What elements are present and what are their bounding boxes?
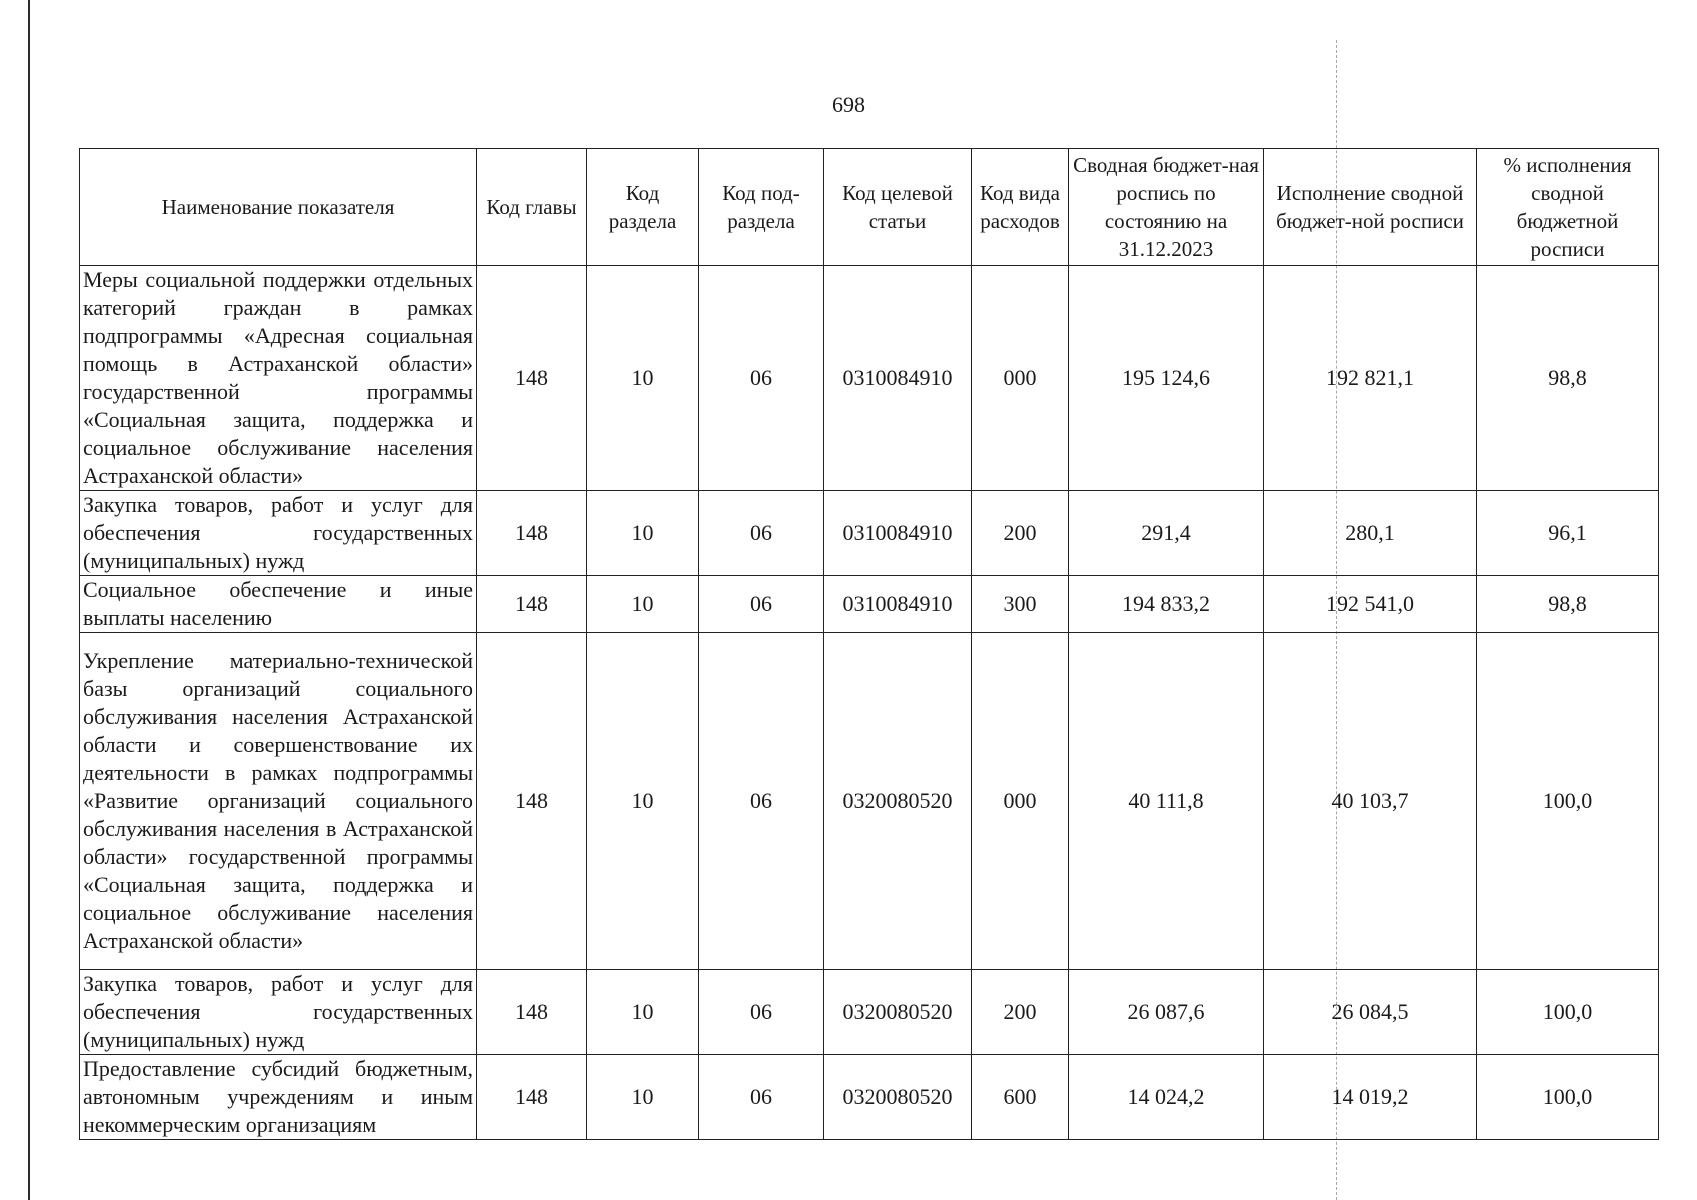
section-code-cell: 10 xyxy=(587,633,699,970)
header-section-code: Код раздела xyxy=(587,149,699,266)
section-code-cell: 10 xyxy=(587,266,699,491)
header-execution-percent: % исполнения сводной бюджетной росписи xyxy=(1477,149,1659,266)
indicator-name-cell: Закупка товаров, работ и услуг для обеспечения государственных (муниципальных) нужд xyxy=(80,970,477,1055)
table-row xyxy=(80,970,1659,1055)
indicator-name-cell: Меры социальной поддержки отдельных категорий граждан в рамках подпрограммы «Адресная социальная помощь в Астраханской области» государственной программы «Социальная защита, поддержка и социальное обслуживание населения Астраханской области» xyxy=(80,266,477,491)
percent-cell: 100,0 xyxy=(1477,970,1659,1055)
subsection-code-cell: 06 xyxy=(699,970,824,1055)
subsection-code-cell: 06 xyxy=(699,633,824,970)
planned-amount-cell: 14 024,2 xyxy=(1069,1055,1264,1140)
header-expense-type-code: Код вида расходов xyxy=(972,149,1069,266)
target-code-cell: 0310084910 xyxy=(824,576,972,633)
chapter-code-cell: 148 xyxy=(477,576,587,633)
budget-execution-table xyxy=(79,148,1659,1140)
header-budget-execution: Исполнение сводной бюджет-ной росписи xyxy=(1264,149,1477,266)
chapter-code-cell: 148 xyxy=(477,1055,587,1140)
table-header-row xyxy=(80,149,1659,266)
table-row xyxy=(80,633,1659,970)
header-planned-budget: Сводная бюджет-ная роспись по состоянию на 31.12.2023 xyxy=(1069,149,1264,266)
indicator-name-cell: Укрепление материально-технической базы организаций социального обслуживания населения Астраханской области и совершенствование их деятельности в рамках подпрограммы «Развитие организаций социального обслуживания населения в Астраханской области» государственной программы «Социальная защита, поддержка и социальное обслуживание населения Астраханской области» xyxy=(80,633,477,970)
expense-type-cell: 600 xyxy=(972,1055,1069,1140)
binding-edge-line xyxy=(28,0,30,1200)
executed-amount-cell: 192 541,0 xyxy=(1264,576,1477,633)
expense-type-cell: 200 xyxy=(972,491,1069,576)
section-code-cell: 10 xyxy=(587,491,699,576)
section-code-cell: 10 xyxy=(587,970,699,1055)
header-target-code: Код целевой статьи xyxy=(824,149,972,266)
table-row xyxy=(80,491,1659,576)
chapter-code-cell: 148 xyxy=(477,970,587,1055)
planned-amount-cell: 195 124,6 xyxy=(1069,266,1264,491)
expense-type-cell: 000 xyxy=(972,633,1069,970)
target-code-cell: 0310084910 xyxy=(824,491,972,576)
subsection-code-cell: 06 xyxy=(699,576,824,633)
subsection-code-cell: 06 xyxy=(699,491,824,576)
executed-amount-cell: 192 821,1 xyxy=(1264,266,1477,491)
indicator-name-cell: Социальное обеспечение и иные выплаты населению xyxy=(80,576,477,633)
section-code-cell: 10 xyxy=(587,576,699,633)
target-code-cell: 0310084910 xyxy=(824,266,972,491)
planned-amount-cell: 291,4 xyxy=(1069,491,1264,576)
chapter-code-cell: 148 xyxy=(477,491,587,576)
subsection-code-cell: 06 xyxy=(699,1055,824,1140)
planned-amount-cell: 194 833,2 xyxy=(1069,576,1264,633)
table-row xyxy=(80,576,1659,633)
target-code-cell: 0320080520 xyxy=(824,633,972,970)
planned-amount-cell: 40 111,8 xyxy=(1069,633,1264,970)
page-number: 698 xyxy=(832,92,865,117)
table-row xyxy=(80,1055,1659,1140)
percent-cell: 98,8 xyxy=(1477,576,1659,633)
section-code-cell: 10 xyxy=(587,1055,699,1140)
executed-amount-cell: 26 084,5 xyxy=(1264,970,1477,1055)
percent-cell: 98,8 xyxy=(1477,266,1659,491)
expense-type-cell: 200 xyxy=(972,970,1069,1055)
chapter-code-cell: 148 xyxy=(477,633,587,970)
percent-cell: 100,0 xyxy=(1477,1055,1659,1140)
expense-type-cell: 300 xyxy=(972,576,1069,633)
header-indicator-name: Наименование показателя xyxy=(80,149,477,266)
percent-cell: 96,1 xyxy=(1477,491,1659,576)
header-subsection-code: Код под-раздела xyxy=(699,149,824,266)
table-row xyxy=(80,266,1659,491)
target-code-cell: 0320080520 xyxy=(824,1055,972,1140)
indicator-name-cell: Предоставление субсидий бюджетным, автономным учреждениям и иным некоммерческим организациям xyxy=(80,1055,477,1140)
chapter-code-cell: 148 xyxy=(477,266,587,491)
executed-amount-cell: 280,1 xyxy=(1264,491,1477,576)
header-chapter-code: Код главы xyxy=(477,149,587,266)
target-code-cell: 0320080520 xyxy=(824,970,972,1055)
percent-cell: 100,0 xyxy=(1477,633,1659,970)
planned-amount-cell: 26 087,6 xyxy=(1069,970,1264,1055)
indicator-name-cell: Закупка товаров, работ и услуг для обеспечения государственных (муниципальных) нужд xyxy=(80,491,477,576)
executed-amount-cell: 14 019,2 xyxy=(1264,1055,1477,1140)
executed-amount-cell: 40 103,7 xyxy=(1264,633,1477,970)
expense-type-cell: 000 xyxy=(972,266,1069,491)
subsection-code-cell: 06 xyxy=(699,266,824,491)
